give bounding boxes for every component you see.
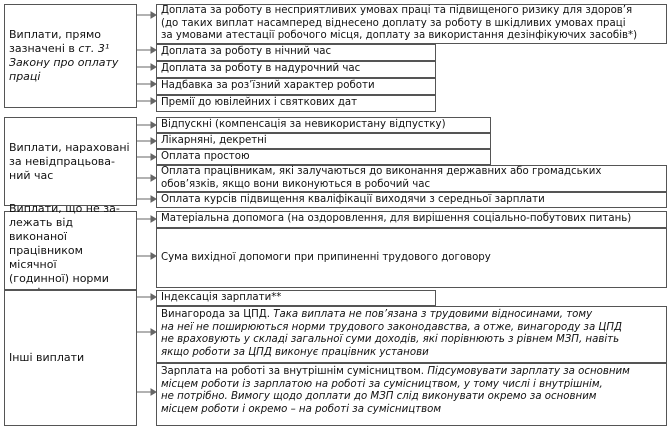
item-internal-part-time-salary: Зарплата на роботі за внутрішнім сумісництвом. Підсумовувати зарплату за основним місцем роботи із зарплатою на роботі за сумісництвом, у тому числі і внутрішнім, не потрібно. Вимогу щодо доплати до МЗП слід виконувати окремо за основним місцем роботи і окремо – на роботі за сумісництвом: [156, 363, 667, 426]
category-not-dependent-on-norm: Виплати, що не за- лежать від виконаної працівником місячної (годинної) норми: [4, 211, 137, 290]
item-salary-indexation: Індексація зарплати**: [156, 290, 436, 306]
item-downtime: Оплата простою: [156, 149, 491, 165]
item-sick-leave: Лікарняні, декретні: [156, 133, 491, 149]
item-training-courses: Оплата курсів підвищення кваліфікації виходячи з середньої зарплати: [156, 192, 667, 208]
item-severance-pay: Сума вихідної допомоги при припиненні трудового договору: [156, 228, 667, 288]
item-civil-contract-reward: Винагорода за ЦПД. Така виплата не пов’язана з трудовими відносинами, тому на неї не поширюються норми трудового законодавства, а отже, винагороду за ЦПД не враховують у складі загальної суми доходів, які порівнюють з рівнем МЗП, навіть якщо роботи за ЦПД виконує працівник установи: [156, 306, 667, 363]
item-vacation-pay: Відпускні (компенсація за невикористану відпустку): [156, 117, 491, 133]
item-night-work: Доплата за роботу в нічний час: [156, 44, 436, 61]
category-direct-payments: Виплати, прямо зазначені в ст. 3¹ Закону про оплату праці: [4, 4, 137, 108]
category-non-worked-time: Виплати, нараховані за невідпрацьова- ний час: [4, 117, 137, 206]
item-holiday-bonus: Премії до ювілейних і святкових дат: [156, 95, 436, 112]
item-traveling-bonus: Надбавка за роз’їзний характер роботи: [156, 78, 436, 95]
item-harmful-conditions: Доплата за роботу в несприятливих умовах праці та підвищеного ризику для здоров’я (до таких виплат насамперед віднесено доплату за роботу в шкідливих умовах праці за умовами атестації робочого місця, доплату за використання дезінфікуючих засобів*): [156, 4, 667, 44]
category-other-payments: Інші виплати: [4, 290, 137, 426]
item-overtime: Доплата за роботу в надурочний час: [156, 61, 436, 78]
item-material-aid: Матеріальна допомога (на оздоровлення, для вирішення соціально-побутових питань): [156, 211, 667, 228]
item-state-duties: Оплата працівникам, які залучаються до виконання державних або громадських обов’язків, якщо вони виконуються в робочий час: [156, 165, 667, 192]
